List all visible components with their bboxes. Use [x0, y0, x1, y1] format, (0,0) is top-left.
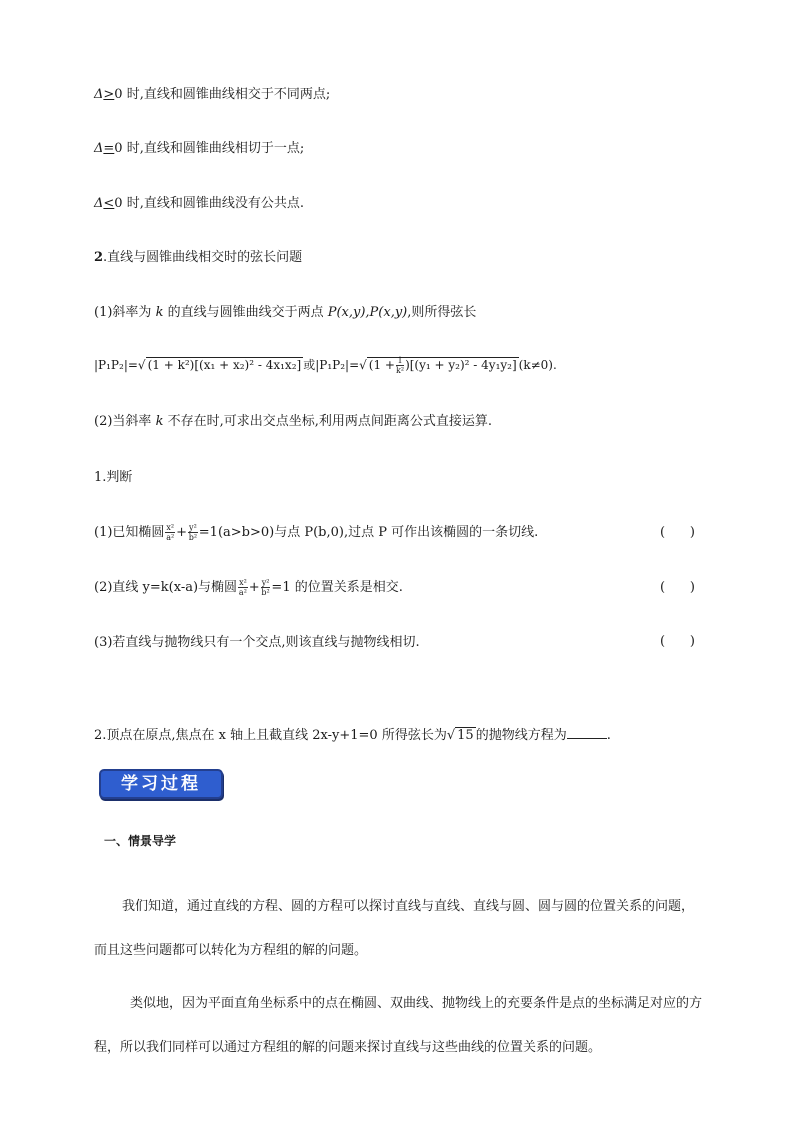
chord-p2: (2)当斜率 k 不存在时,可求出交点坐标,利用两点间距离公式直接运算. [94, 414, 492, 429]
exercise-1-title: 1.判断 [94, 470, 133, 485]
sqrt-a: √ (1 + k²)[(x₁ + x₂)² - 4x₁x₂] [137, 358, 302, 372]
exercise-1-q1: (1)已知椭圆 $\frac{\text{x²}}{\text{a²}}$ + $\frac{\text{y²}}{\text{b²}}$ =1(a>b>0)与点 P(b,0),过点 P 可作出该椭圆的一条切线. [94, 523, 539, 542]
delta-gt-line: Δ>0 时,直线和圆锥曲线相交于不同两点; [94, 87, 331, 102]
section-title-chord: 2.直线与圆锥曲线相交时的弦长问题 [94, 250, 303, 265]
situation-heading: 一、情景导学 [104, 834, 177, 848]
delta-lt-line: Δ<0 时,直线和圆锥曲线没有公共点. [94, 196, 304, 211]
intro-paragraph-2: 类似地，因为平面直角坐标系中的点在椭圆、双曲线、抛物线上的充要条件是点的坐标满足对应的方程，所以我们同样可以通过方程组的解的问题来探讨直线与这些曲线的位置关系的问题。 [94, 996, 703, 1055]
chord-p1: (1)斜率为 k 的直线与圆锥曲线交于两点 P(x,y),P(x,y),则所得弦长 [94, 305, 477, 320]
points-expression: P(x,y),P(x,y) [327, 305, 408, 320]
delta-eq-line: Δ=0 时,直线和圆锥曲线相切于一点; [94, 141, 305, 156]
exercise-2: 2.顶点在原点,焦点在 x 轴上且截直线 2x-y+1=0 所得弦长为√ 15 的抛物线方程为 . [94, 728, 611, 743]
answer-paren-q2[interactable]: ( ) [660, 580, 695, 595]
section-banner: 学习过程 [99, 769, 223, 799]
sqrt-b: √ (1 + $\frac{1}{\text{k²}}$ )[(y₁ + y₂)² - 4y₁y₂] [359, 356, 517, 375]
answer-paren-q3[interactable]: ( ) [660, 634, 695, 649]
chord-length-formula: |P₁P₂|=√ (1 + k²)[(x₁ + x₂)² - 4x₁x₂] 或|P₁P₂|=√ (1 + $\frac{1}{\text{k²}}$ )[(y₁ + y₂)² - 4y₁y₂] (k≠0). [94, 356, 557, 375]
sqrt-15: √ 15 [446, 728, 474, 743]
exercise-1-q2: (2)直线 y=k(x-a)与椭圆 $\frac{\text{x²}}{\text{a²}}$ + $\frac{\text{y²}}{\text{b²}}$ =1 的位置关系是相交. [94, 578, 403, 597]
fraction-1-over-k2: $\frac{1}{\text{k²}}$ [396, 356, 405, 375]
intro-paragraph-1: 我们知道，通过直线的方程、圆的方程可以探讨直线与直线、直线与圆、圆与圆的位置关系的问题，而且这些问题都可以转化为方程组的解的问题。 [94, 899, 695, 958]
exercise-1-q3: (3)若直线与抛物线只有一个交点,则该直线与抛物线相切. [94, 635, 420, 650]
answer-paren-q1[interactable]: ( ) [660, 525, 695, 540]
answer-blank[interactable] [567, 726, 607, 739]
